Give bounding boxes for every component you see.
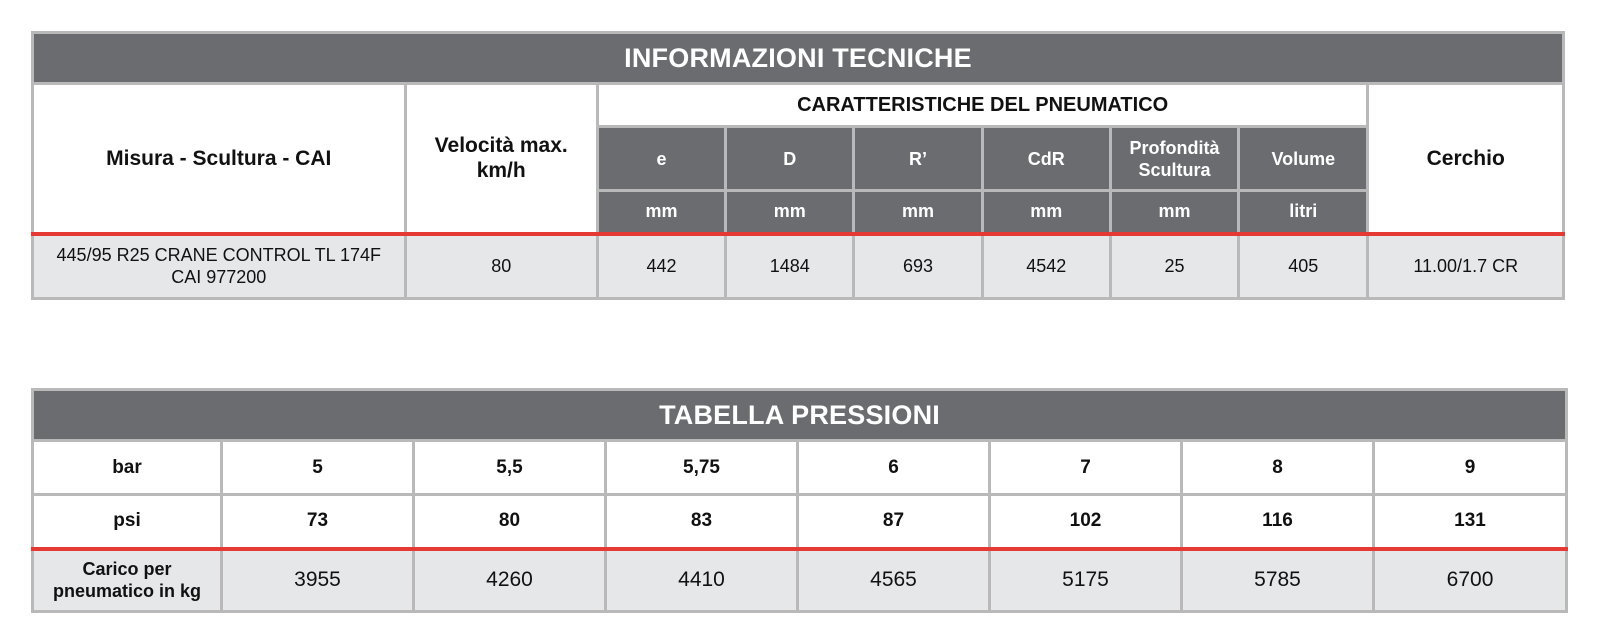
bar-value: 8 [1182, 441, 1374, 495]
unit-cdr: mm [982, 191, 1110, 234]
bar-value: 9 [1374, 441, 1567, 495]
bar-label: bar [33, 441, 222, 495]
technical-info-title: INFORMAZIONI TECNICHE [33, 33, 1564, 84]
max-speed-header [405, 84, 597, 234]
value-volume: 405 [1239, 234, 1368, 299]
rim-cell: 11.00/1.7 CR [1368, 234, 1564, 299]
load-label-line2: pneumatico in kg [52, 581, 202, 602]
unit-volume: litri [1239, 191, 1368, 234]
pressure-table-title: TABELLA PRESSIONI [33, 390, 1567, 441]
table-row [33, 234, 1564, 299]
value-e: 442 [597, 234, 725, 299]
sub-header-tread-depth-line2: Scultura [1138, 159, 1211, 180]
sub-header-tread-depth [1110, 127, 1238, 191]
tyre-characteristics-header: CARATTERISTICHE DEL PNEUMATICO [597, 84, 1368, 127]
load-value: 4260 [414, 549, 606, 612]
load-value: 5175 [990, 549, 1182, 612]
psi-value: 131 [1374, 495, 1567, 549]
size-tread-cai-header: Misura - Scultura - CAI [33, 84, 406, 234]
value-d: 1484 [726, 234, 854, 299]
speed-cell: 80 [405, 234, 597, 299]
psi-value: 80 [414, 495, 606, 549]
rim-header: Cerchio [1368, 84, 1564, 234]
load-label [33, 549, 222, 612]
psi-value: 102 [990, 495, 1182, 549]
pressure-table [31, 388, 1568, 613]
sub-header-volume: Volume [1239, 127, 1368, 191]
max-speed-header-line2: km/h [476, 159, 526, 183]
sub-header-d: D [726, 127, 854, 191]
sub-header-e: e [597, 127, 725, 191]
load-label-line1: Carico per [82, 559, 172, 580]
technical-info-table [31, 31, 1565, 300]
value-r: 693 [854, 234, 982, 299]
unit-e: mm [597, 191, 725, 234]
max-speed-header-line1: Velocità max. [434, 134, 568, 158]
sub-header-r: R’ [854, 127, 982, 191]
bar-value: 7 [990, 441, 1182, 495]
bar-row [33, 441, 1567, 495]
load-value: 3955 [222, 549, 414, 612]
unit-r: mm [854, 191, 982, 234]
bar-value: 5 [222, 441, 414, 495]
psi-value: 73 [222, 495, 414, 549]
sub-header-tread-depth-line1: Profondità [1129, 137, 1220, 158]
bar-value: 6 [798, 441, 990, 495]
psi-value: 87 [798, 495, 990, 549]
psi-label: psi [33, 495, 222, 549]
size-cell [33, 234, 406, 299]
bar-value: 5,75 [606, 441, 798, 495]
load-value: 4565 [798, 549, 990, 612]
load-value: 5785 [1182, 549, 1374, 612]
sub-header-cdr: CdR [982, 127, 1110, 191]
psi-row [33, 495, 1567, 549]
bar-value: 5,5 [414, 441, 606, 495]
size-line2: CAI 977200 [171, 267, 267, 288]
psi-value: 116 [1182, 495, 1374, 549]
value-cdr: 4542 [982, 234, 1110, 299]
unit-d: mm [726, 191, 854, 234]
value-tread-depth: 25 [1110, 234, 1238, 299]
load-value: 4410 [606, 549, 798, 612]
load-row [33, 549, 1567, 612]
load-value: 6700 [1374, 549, 1567, 612]
unit-tread-depth: mm [1110, 191, 1238, 234]
psi-value: 83 [606, 495, 798, 549]
size-line1: 445/95 R25 CRANE CONTROL TL 174F [56, 245, 381, 266]
